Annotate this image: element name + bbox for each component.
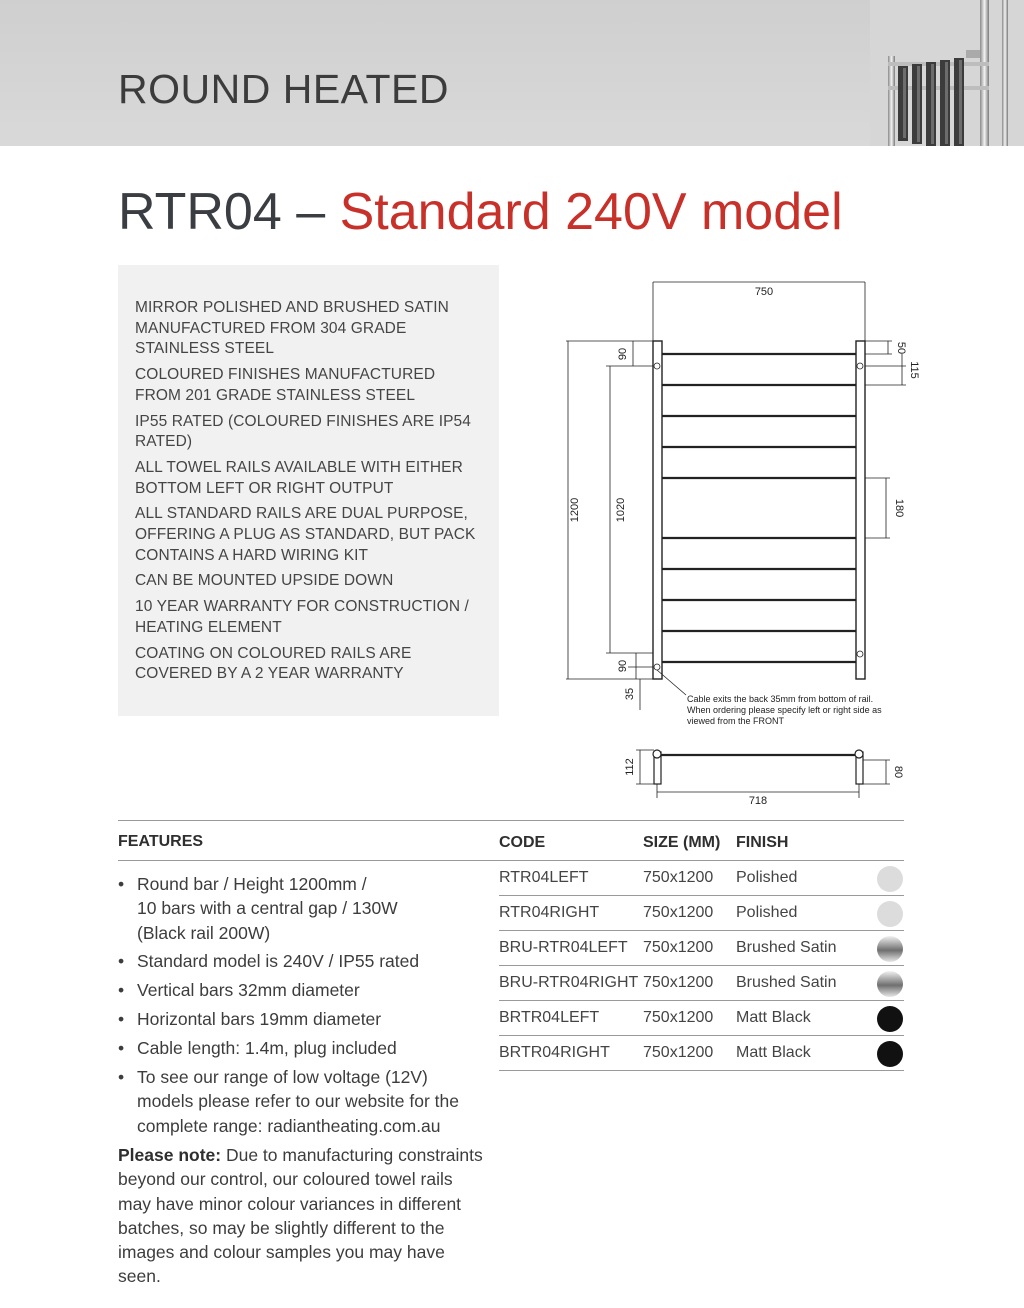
swatch-polished [877, 901, 903, 927]
spec-item: CAN BE MOUNTED UPSIDE DOWN [135, 572, 394, 590]
feature-line: models please refer to our website for the [137, 1091, 459, 1112]
feature-line: 10 bars with a central gap / 130W [137, 898, 398, 919]
dim-side-depth: 112 [624, 758, 636, 776]
cable-note-line-2: When ordering please specify left or right side as [687, 705, 882, 715]
table-header [499, 826, 904, 861]
note-text: Due to manufacturing constraints beyond our control, our coloured towel rails may have minor colour variances in different batches, so may be slightly different to the images and colour samples you may have seen. [118, 1145, 483, 1287]
cell-code: BRTR04LEFT [499, 1009, 600, 1026]
table-row [499, 966, 904, 1001]
heading-dash: – [281, 183, 340, 241]
cell-finish: Brushed Satin [736, 974, 837, 991]
features-divider-top [118, 820, 904, 821]
feature-line: Round bar / Height 1200mm / [137, 874, 367, 894]
dim-central-gap: 180 [893, 498, 905, 518]
cell-finish: Matt Black [736, 1009, 811, 1026]
dim-bottom-gap: 90 [617, 659, 629, 673]
cell-size: 750x1200 [643, 974, 714, 991]
note-label: Please note: [118, 1145, 222, 1165]
dim-side-width: 718 [748, 795, 768, 807]
specifications-list [118, 265, 480, 685]
table-row [499, 1036, 904, 1071]
cell-size: 750x1200 [643, 869, 714, 886]
dim-side-wall: 80 [892, 765, 904, 779]
dim-width: 750 [754, 286, 774, 298]
header-finish: FINISH [736, 834, 789, 851]
cell-finish: Matt Black [736, 1044, 811, 1061]
header-size: SIZE (MM) [643, 834, 721, 851]
spec-item: ALL TOWEL RAILS AVAILABLE WITH EITHER BOTTOM LEFT OR RIGHT OUTPUT [135, 458, 463, 497]
swatch-brushed-satin [877, 971, 903, 997]
cell-code: BRU-RTR04RIGHT [499, 974, 639, 991]
specifications-box [118, 265, 499, 716]
dim-height-total: 1200 [569, 497, 581, 523]
cell-finish: Polished [736, 904, 798, 921]
feature-item [118, 978, 483, 1002]
feature-item [118, 1065, 483, 1138]
cell-code: BRU-RTR04LEFT [499, 939, 628, 956]
features-list [118, 872, 483, 1143]
feature-item [118, 1007, 483, 1031]
product-code: RTR04 [118, 183, 282, 241]
dim-top-offset: 50 [895, 341, 907, 355]
spec-item: COLOURED FINISHES MANUFACTURED FROM 201 GRADE STAINLESS STEEL [135, 366, 436, 404]
feature-item [118, 1036, 483, 1060]
feature-line: Horizontal bars 19mm diameter [137, 1009, 382, 1030]
cell-code: RTR04LEFT [499, 869, 589, 886]
cell-code: RTR04RIGHT [499, 904, 600, 921]
table-row [499, 931, 904, 966]
features-title: FEATURES [118, 833, 204, 850]
spec-item: ALL STANDARD RAILS ARE DUAL PURPOSE, OFFERING A PLUG AS STANDARD, BUT PACK CONTAINS A HARD WIRING KIT [135, 505, 476, 564]
feature-line: Cable length: 1.4m, plug included [137, 1038, 397, 1059]
features-divider [118, 860, 499, 861]
feature-line: (Black rail 200W) [137, 922, 271, 943]
product-table [499, 826, 904, 1071]
table-row [499, 896, 904, 931]
product-model: Standard 240V model [339, 183, 843, 241]
cable-note-line-3: viewed from the FRONT [687, 716, 785, 726]
section-title: ROUND HEATED [118, 66, 449, 112]
please-note [118, 1143, 483, 1289]
swatch-polished [877, 866, 903, 892]
header-banner [0, 0, 1024, 146]
feature-line: Standard model is 240V / IP55 rated [137, 951, 420, 972]
cell-finish: Polished [736, 869, 798, 886]
feature-item [118, 872, 483, 945]
spec-item: COATING ON COLOURED RAILS ARE COVERED BY A 2 YEAR WARRANTY [135, 644, 412, 683]
dim-cable-offset: 35 [624, 687, 636, 701]
feature-line: Vertical bars 32mm diameter [137, 980, 360, 1001]
table-row [499, 861, 904, 896]
product-heading [118, 180, 843, 244]
dim-top-gap: 90 [617, 347, 629, 361]
dim-top-spacing: 115 [908, 361, 920, 379]
spec-item: IP55 RATED (COLOURED FINISHES ARE IP54 RATED) [135, 412, 471, 451]
towel-rail-photo [870, 0, 1024, 146]
spec-item: MIRROR POLISHED AND BRUSHED SATIN MANUFACTURED FROM 304 GRADE STAINLESS STEEL [135, 299, 449, 358]
cell-code: BRTR04RIGHT [499, 1044, 610, 1061]
feature-line: To see our range of low voltage (12V) [137, 1067, 428, 1088]
cell-size: 750x1200 [643, 904, 714, 921]
swatch-matt-black [877, 1041, 903, 1067]
table-row [499, 1001, 904, 1036]
dim-height-inner: 1020 [615, 497, 627, 523]
cell-size: 750x1200 [643, 1044, 714, 1061]
swatch-brushed-satin [877, 936, 903, 962]
swatch-matt-black [877, 1006, 903, 1032]
header-code: CODE [499, 834, 546, 851]
cell-size: 750x1200 [643, 939, 714, 956]
spec-item: 10 YEAR WARRANTY FOR CONSTRUCTION / HEATING ELEMENT [135, 598, 469, 636]
dimension-diagram [560, 270, 920, 820]
cell-finish: Brushed Satin [736, 939, 837, 956]
cell-size: 750x1200 [643, 1009, 714, 1026]
feature-item [118, 949, 483, 973]
cable-note-line-1: Cable exits the back 35mm from bottom of rail. [687, 694, 874, 704]
feature-line: complete range: radiantheating.com.au [137, 1115, 441, 1136]
